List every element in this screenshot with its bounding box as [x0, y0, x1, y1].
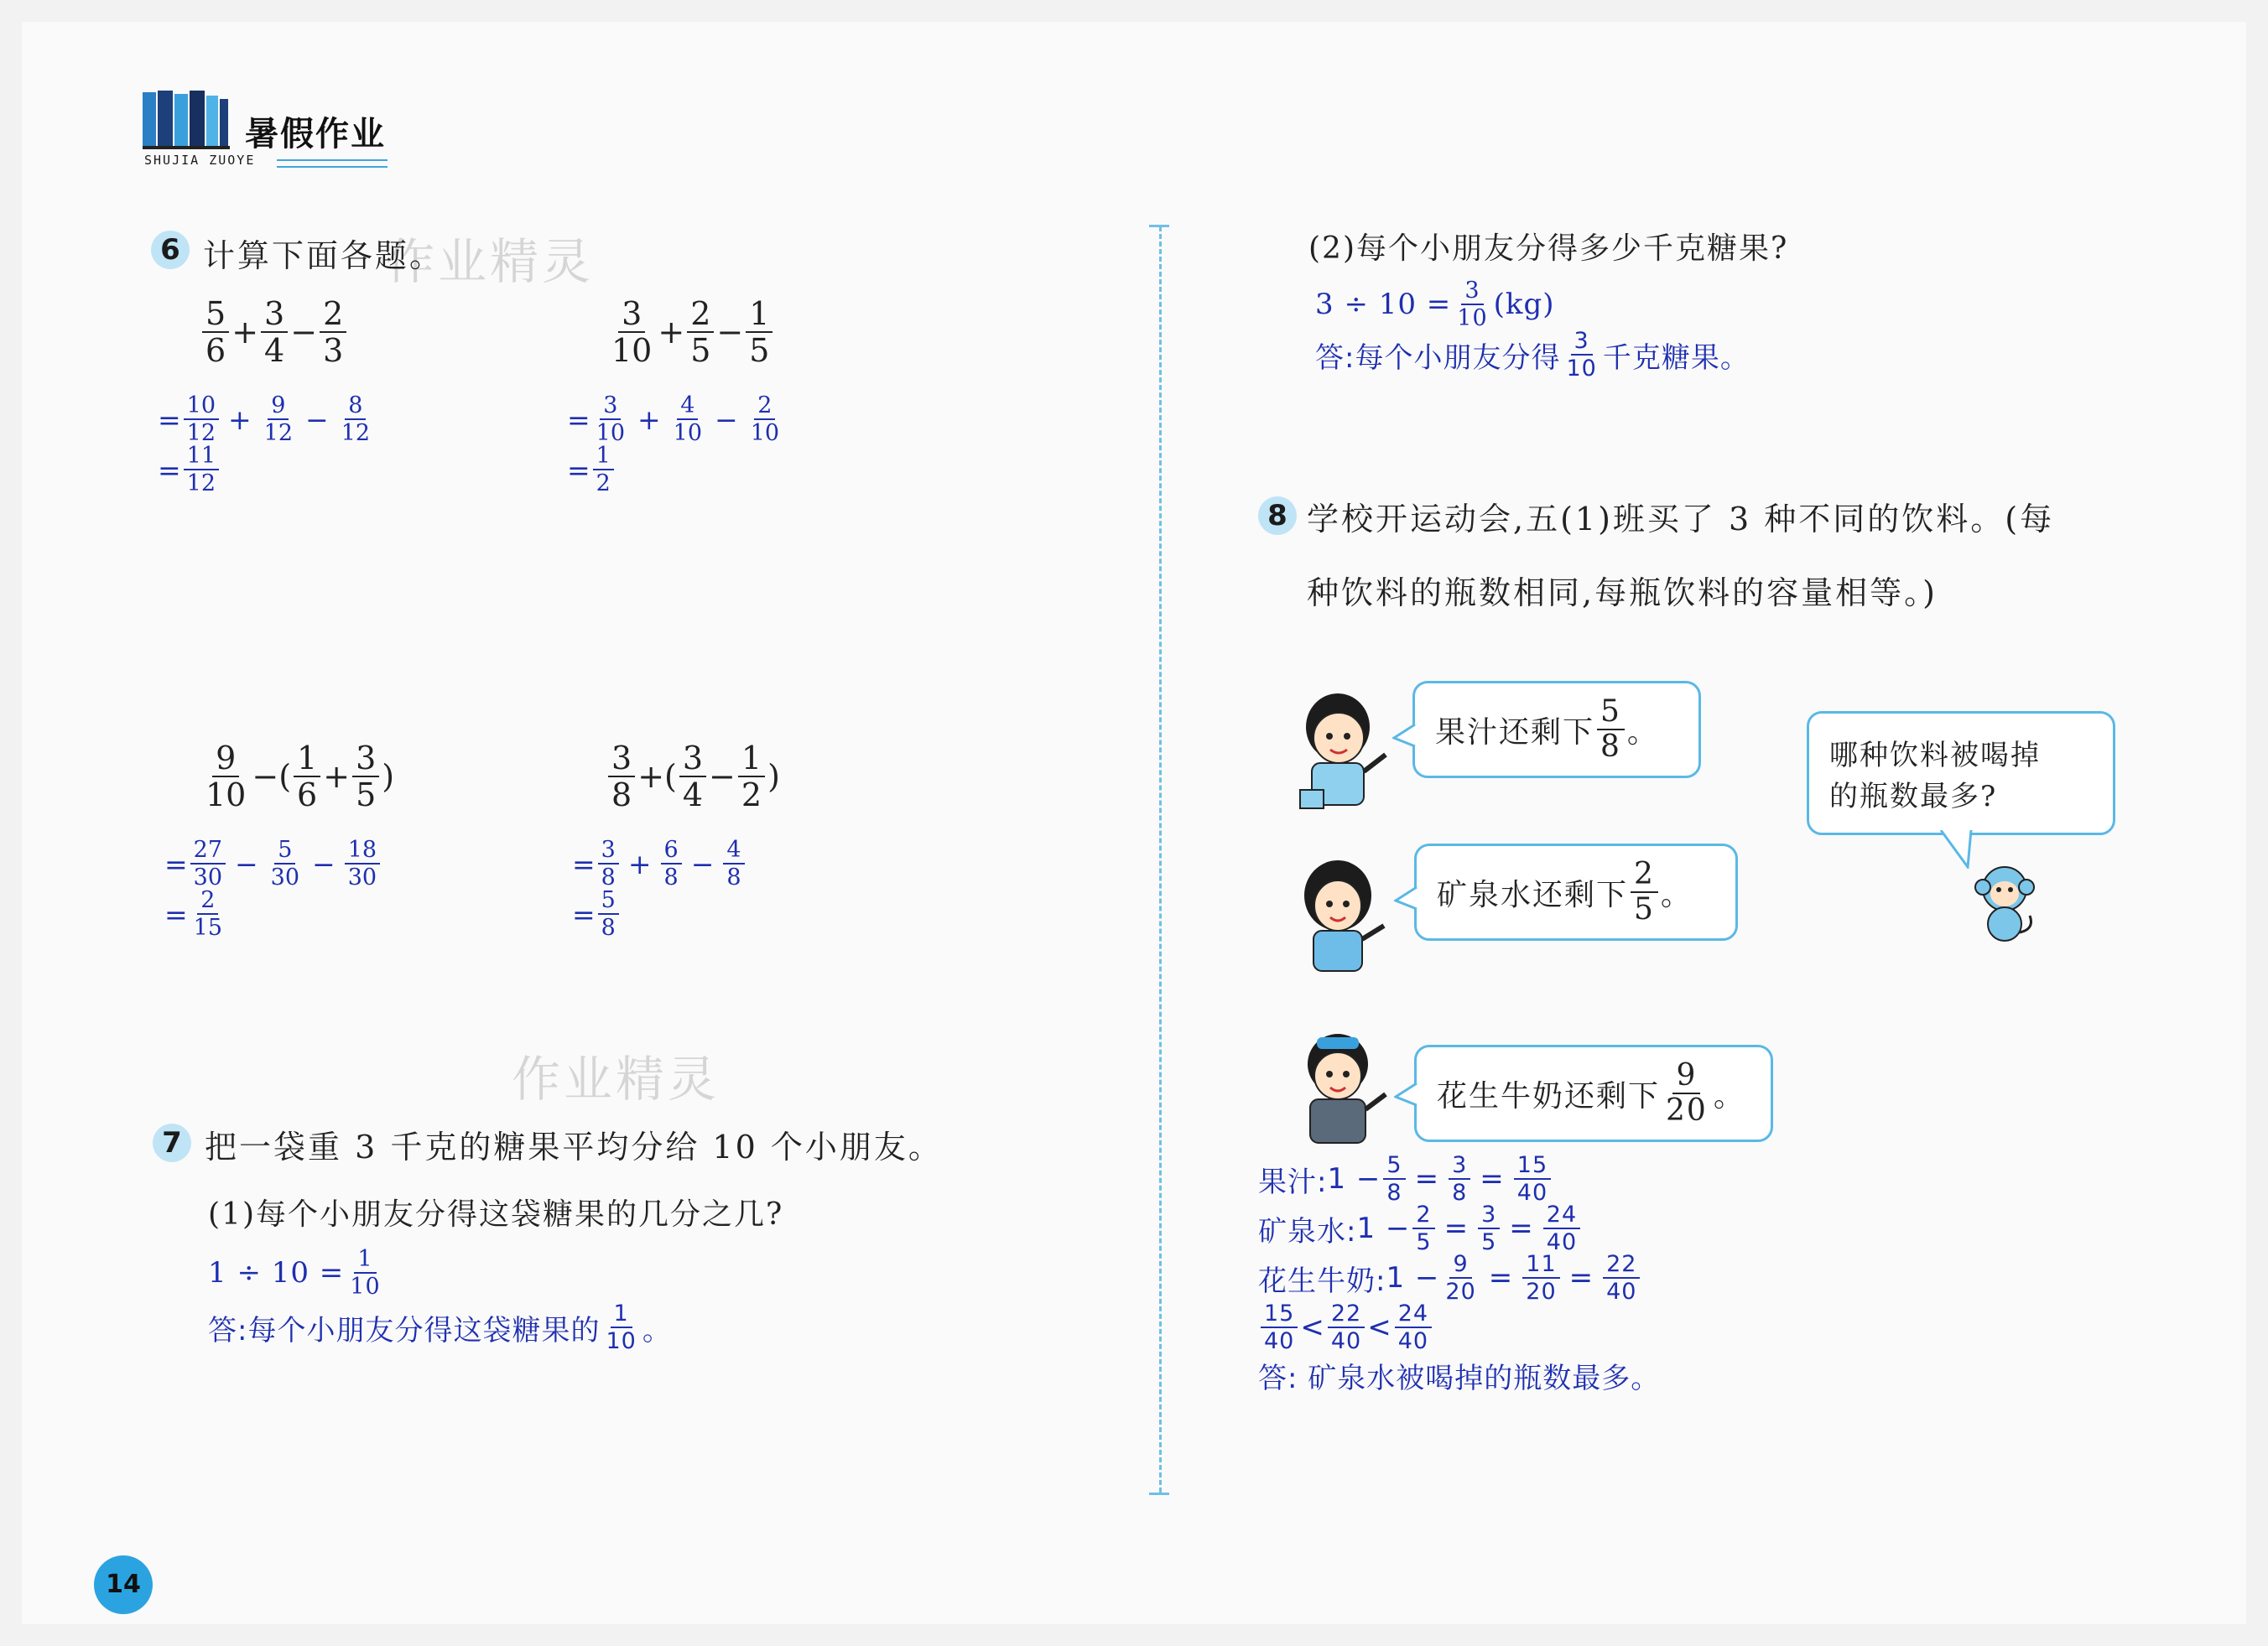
bubble-question-tail — [1938, 830, 1979, 869]
problem-6-2-step1: = $\frac{3}{10}$ + $\frac{4}{10}$ − $\frac{2}{10}$ — [567, 392, 780, 446]
question-7-sub2-answer: 答:每个小朋友分得 $\frac{3}{10}$ 千克糖果。 — [1315, 328, 1750, 382]
question-7-sub1-calc: 1 ÷ 10 = $\frac{1}{10}$ — [208, 1246, 381, 1300]
problem-6-4-step1: = $\frac{3}{8}$ + $\frac{6}{8}$ − $\frac{4}{8}$ — [572, 839, 747, 889]
question-7-sub1: (1)每个小朋友分得这袋糖果的几分之几? — [208, 1197, 784, 1232]
question-8-badge: 8 — [1258, 496, 1297, 535]
problem-6-1-expression: $\frac{5}{6}$ + $\frac{3}{4}$ − $\frac{2}{3}$ — [200, 298, 349, 366]
divider-cap-top — [1149, 225, 1169, 227]
boy-character-icon — [1292, 689, 1392, 815]
header-title: 暑假作业 — [245, 115, 386, 153]
books-logo-icon — [143, 91, 230, 149]
bubble-question: 哪种饮料被喝掉 的瓶数最多? — [1807, 711, 2115, 835]
monkey-character-icon — [1971, 862, 2038, 946]
header-rule — [277, 159, 388, 168]
q8-juice-calc: 果汁: 1 − $\frac{5}{8}$ = $\frac{3}{8}$ = $\frac{15}{40}$ — [1258, 1154, 1553, 1204]
q8-milk-calc: 花生牛奶: 1 − $\frac{9}{20}$ = $\frac{11}{20}$ = $\frac{22}{40}$ — [1258, 1253, 1642, 1303]
question-6-badge: 6 — [151, 231, 190, 269]
problem-6-1-result: = $\frac{11}{12}$ — [158, 444, 221, 495]
bubble-juice-tail — [1392, 723, 1418, 748]
question-8-line2: 种饮料的瓶数相同,每瓶饮料的容量相等。) — [1307, 574, 1938, 611]
problem-6-3-result: = $\frac{2}{15}$ — [164, 887, 223, 941]
problem-6-1-step1: = $\frac{10}{12}$ + $\frac{9}{12}$ − $\frac{8}{12}$ — [158, 392, 371, 446]
problem-6-2-expression: $\frac{3}{10}$ + $\frac{2}{5}$ − $\frac{1}{5}$ — [606, 298, 775, 366]
divider-cap-bottom — [1149, 1493, 1169, 1495]
bubble-water: 矿泉水还剩下 $\frac{2}{5}$ 。 — [1414, 844, 1738, 941]
question-7-badge: 7 — [153, 1124, 191, 1162]
problem-6-4-expression: $\frac{3}{8}$ +( $\frac{3}{4}$ − $\frac{1}{2}$ ) — [606, 742, 780, 811]
question-7-sub1-answer: 答:每个小朋友分得这袋糖果的 $\frac{1}{10}$ 。 — [208, 1301, 672, 1354]
watermark: 作业精灵 — [512, 1051, 720, 1108]
problem-6-2-result: = $\frac{1}{2}$ — [567, 444, 616, 495]
header-subtitle: SHUJIA ZUOYE — [144, 153, 256, 168]
page-number: 14 — [94, 1555, 153, 1614]
student-character-icon — [1292, 1027, 1392, 1153]
question-8-line1: 学校开运动会,五(1)班买了 3 种不同的饮料。(每 — [1307, 501, 2055, 537]
page-divider — [1159, 226, 1162, 1493]
bubble-milk-tail — [1394, 1082, 1419, 1107]
question-7-sub2: (2)每个小朋友分得多少千克糖果? — [1308, 231, 1789, 266]
question-7-title: 把一袋重 3 千克的糖果平均分给 10 个小朋友。 — [205, 1129, 943, 1166]
problem-6-3-expression: $\frac{9}{10}$ −( $\frac{1}{6}$ + $\frac{3}{5}$ ) — [205, 740, 395, 813]
q8-water-calc: 矿泉水: 1 − $\frac{2}{5}$ = $\frac{3}{5}$ = $\frac{24}{40}$ — [1258, 1203, 1583, 1254]
girl-character-icon — [1292, 855, 1392, 981]
problem-6-3-step1: = $\frac{27}{30}$ − $\frac{5}{30}$ − $\frac{18}{30}$ — [164, 839, 382, 889]
watermark: 作业精灵 — [386, 233, 595, 290]
bubble-water-tail — [1394, 885, 1419, 911]
question-7-sub2-calc: 3 ÷ 10 = $\frac{3}{10}$ (kg) — [1315, 278, 1555, 331]
problem-6-4-result: = $\frac{5}{8}$ — [572, 889, 622, 939]
question-6-title: 计算下面各题。 — [203, 237, 445, 274]
q8-comparison: $\frac{15}{40}$ < $\frac{22}{40}$ < $\frac{24}{40}$ — [1258, 1302, 1434, 1353]
bubble-juice: 果汁还剩下 $\frac{5}{8}$ 。 — [1412, 681, 1701, 778]
bubble-milk: 花生牛奶还剩下 $\frac{9}{20}$ 。 — [1414, 1045, 1773, 1142]
q8-answer: 答: 矿泉水被喝掉的瓶数最多。 — [1258, 1362, 1661, 1395]
